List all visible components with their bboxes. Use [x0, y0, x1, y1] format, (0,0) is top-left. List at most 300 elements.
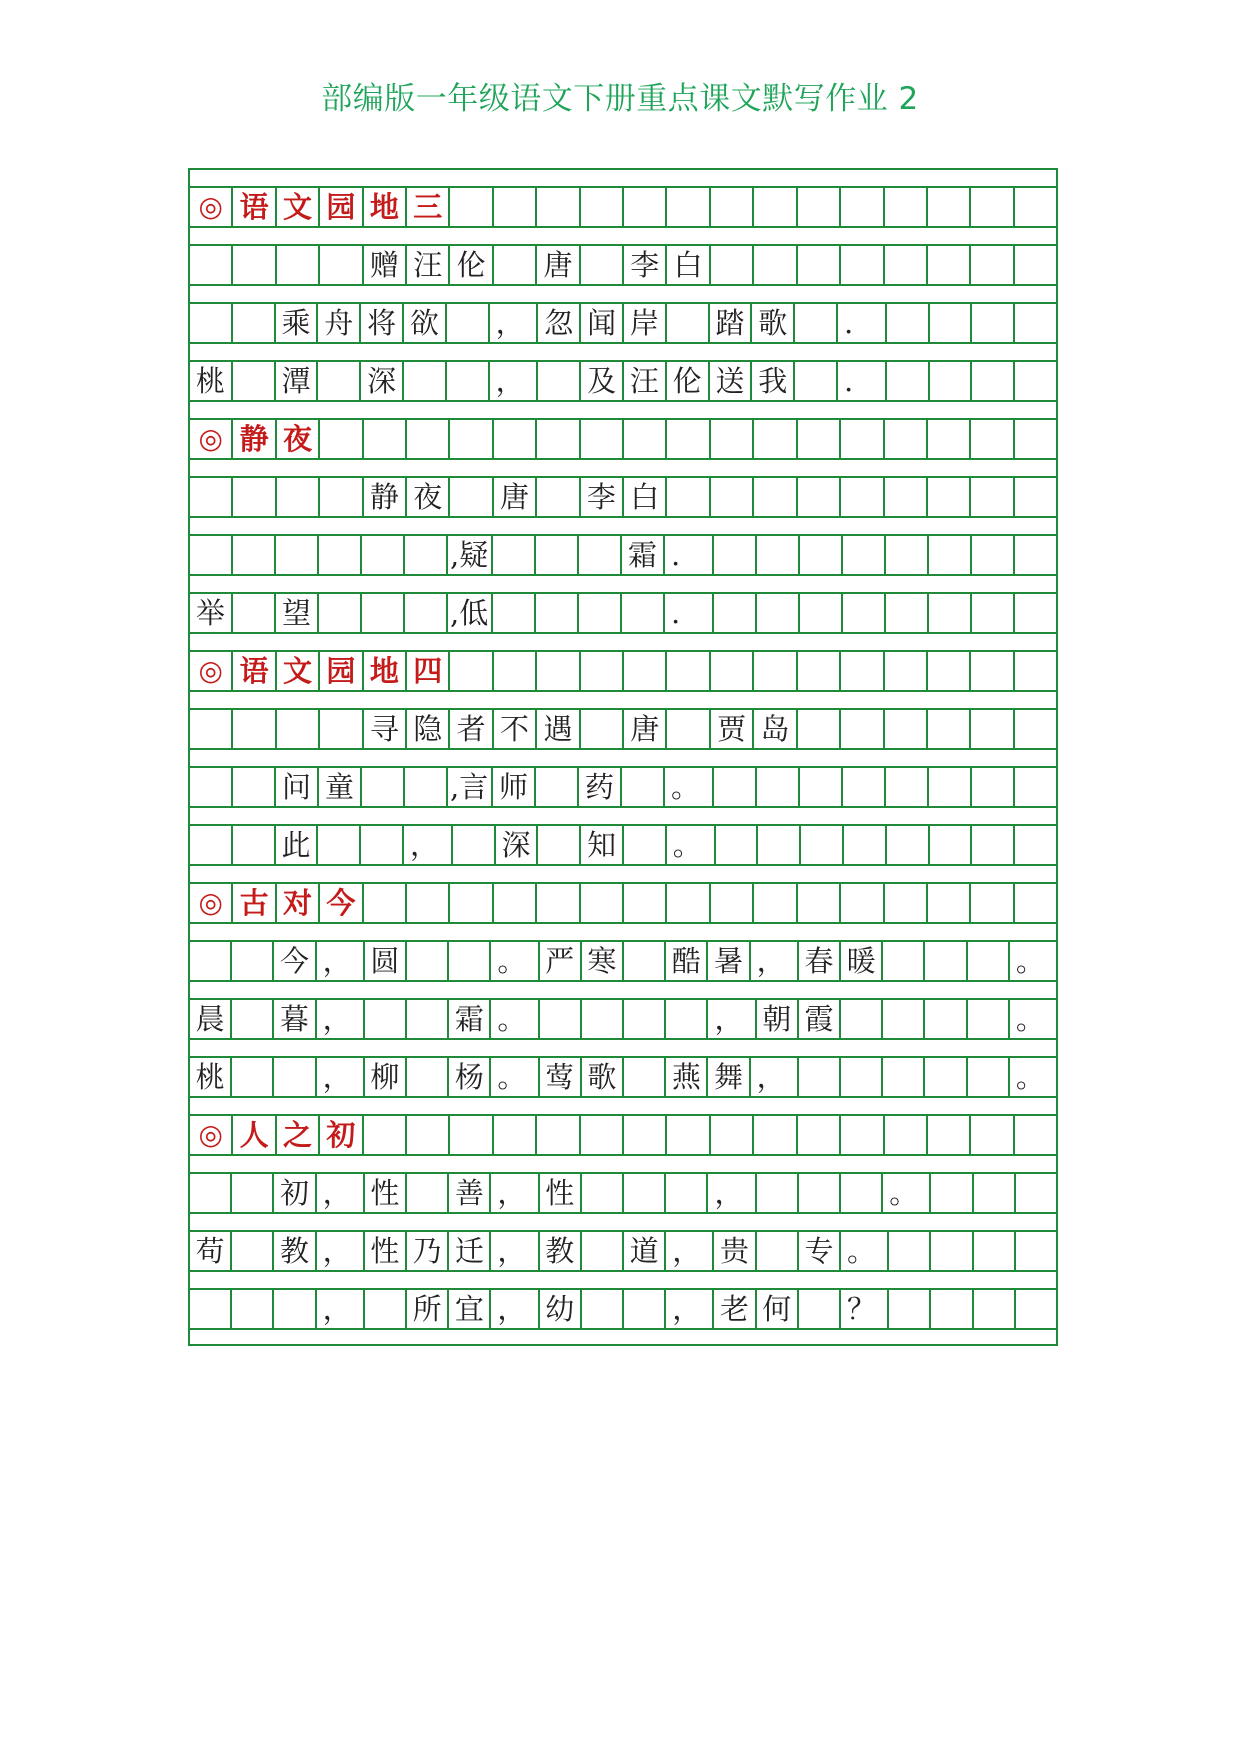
blank-cell — [798, 652, 841, 690]
grid-cell: . — [838, 362, 887, 400]
blank-cell — [885, 420, 928, 458]
blank-cell — [667, 884, 710, 922]
blank-cell — [971, 420, 1014, 458]
grid-cell: ， — [666, 1232, 714, 1270]
grid-cell: 古 — [233, 884, 276, 922]
blank-cell — [233, 594, 276, 632]
grid-cell: 药 — [579, 768, 622, 806]
writing-grid — [188, 168, 1058, 1346]
blank-cell — [447, 304, 490, 342]
blank-cell — [928, 710, 971, 748]
grid-cell: 迁 — [449, 1232, 491, 1270]
grid-cell: ,低 — [448, 594, 493, 632]
grid-cell: ， — [490, 304, 539, 342]
grid-cell: 静 — [233, 420, 276, 458]
grid-cell: 白 — [624, 478, 667, 516]
grid-cell: 善 — [449, 1174, 491, 1212]
blank-cell — [972, 768, 1015, 806]
blank-cell — [190, 536, 233, 574]
grid-cell: 。 — [491, 942, 539, 980]
blank-cell — [1015, 246, 1056, 284]
blank-cell — [450, 652, 493, 690]
blank-cell — [407, 1058, 449, 1096]
blank-cell — [931, 1174, 973, 1212]
blank-cell — [274, 1058, 316, 1096]
blank-cell — [581, 710, 624, 748]
blank-cell — [1015, 536, 1056, 574]
blank-cell — [798, 246, 841, 284]
blank-cell — [320, 710, 363, 748]
writing-row — [190, 246, 1056, 286]
writing-row — [190, 1232, 1056, 1272]
grid-cell: 隐 — [407, 710, 450, 748]
grid-cell: 。 — [1015, 1060, 1045, 1094]
blank-cell — [1015, 362, 1056, 400]
row-spacer — [190, 692, 1056, 710]
blank-cell — [277, 478, 320, 516]
blank-cell — [716, 826, 759, 864]
blank-cell — [1015, 594, 1056, 632]
blank-cell — [968, 1058, 1010, 1096]
grid-cell: . — [665, 594, 714, 632]
blank-cell — [582, 1290, 624, 1328]
blank-cell — [362, 594, 405, 632]
grid-cell: 赠 — [364, 246, 407, 284]
blank-cell — [667, 188, 710, 226]
blank-cell — [928, 1116, 971, 1154]
grid-cell: 白 — [667, 246, 710, 284]
blank-cell — [798, 478, 841, 516]
grid-cell: 酷 — [666, 942, 708, 980]
row-spacer — [190, 924, 1056, 942]
writing-row — [190, 1000, 1056, 1040]
blank-cell — [537, 652, 580, 690]
blank-cell — [365, 1000, 407, 1038]
blank-cell — [925, 1000, 967, 1038]
blank-cell — [274, 1290, 316, 1328]
blank-cell — [667, 478, 710, 516]
blank-cell — [930, 304, 973, 342]
row-spacer — [190, 1214, 1056, 1232]
blank-cell — [711, 188, 754, 226]
blank-cell — [624, 942, 666, 980]
blank-cell — [843, 768, 886, 806]
grid-cell: 之 — [277, 1116, 320, 1154]
blank-cell — [1016, 1232, 1056, 1270]
blank-cell — [624, 1290, 666, 1328]
blank-cell — [931, 1232, 973, 1270]
blank-cell — [886, 536, 929, 574]
blank-cell — [928, 188, 971, 226]
grid-cell: 初 — [274, 1174, 316, 1212]
blank-cell — [711, 1116, 754, 1154]
blank-cell — [885, 1116, 928, 1154]
blank-cell — [190, 1290, 232, 1328]
blank-cell — [885, 710, 928, 748]
blank-cell — [754, 420, 797, 458]
blank-cell — [190, 942, 232, 980]
row-spacer — [190, 1330, 1056, 1344]
blank-cell — [883, 942, 925, 980]
blank-cell — [624, 826, 667, 864]
blank-cell — [711, 884, 754, 922]
grid-cell: 寻 — [364, 710, 407, 748]
blank-cell — [887, 826, 930, 864]
grid-cell: 歌 — [752, 304, 795, 342]
grid-cell: 莺 — [540, 1058, 582, 1096]
blank-cell — [579, 594, 622, 632]
blank-cell — [232, 942, 274, 980]
writing-row — [190, 594, 1056, 634]
grid-cell: 唐 — [537, 246, 580, 284]
blank-cell — [318, 362, 361, 400]
blank-cell — [622, 768, 665, 806]
writing-row — [190, 942, 1056, 982]
grid-cell: 晨 — [190, 1000, 232, 1038]
blank-cell — [886, 594, 929, 632]
blank-cell — [450, 478, 493, 516]
grid-cell: 春 — [799, 942, 841, 980]
section-heading-row — [190, 188, 1056, 228]
blank-cell — [800, 768, 843, 806]
blank-cell — [928, 246, 971, 284]
blank-cell — [974, 1174, 1016, 1212]
grid-cell: 歌 — [582, 1058, 624, 1096]
blank-cell — [494, 420, 537, 458]
blank-cell — [929, 536, 972, 574]
blank-cell — [537, 1116, 580, 1154]
grid-cell: 忽 — [538, 304, 581, 342]
row-spacer — [190, 576, 1056, 594]
grid-cell: 专 — [799, 1232, 841, 1270]
blank-cell — [233, 826, 276, 864]
blank-cell — [757, 1174, 799, 1212]
blank-cell — [453, 826, 496, 864]
grid-cell: 。 — [667, 826, 716, 864]
blank-cell — [537, 420, 580, 458]
grid-cell: 我 — [752, 362, 795, 400]
grid-cell: 将 — [361, 304, 404, 342]
grid-cell: 初 — [320, 1116, 363, 1154]
section-heading-row — [190, 1116, 1056, 1156]
page-title: 部编版一年级语文下册重点课文默写作业 2 — [321, 81, 919, 117]
grid-cell: 暮 — [274, 1000, 316, 1038]
blank-cell — [885, 652, 928, 690]
blank-cell — [930, 826, 973, 864]
blank-cell — [886, 768, 929, 806]
grid-cell: 幼 — [540, 1290, 582, 1328]
grid-cell: 乃 — [407, 1232, 449, 1270]
grid-cell: ， — [317, 1290, 365, 1328]
grid-cell: 霜 — [449, 1000, 491, 1038]
blank-cell — [232, 1290, 274, 1328]
section-heading-row — [190, 652, 1056, 692]
blank-cell — [624, 188, 667, 226]
row-spacer — [190, 170, 1056, 188]
blank-cell — [929, 768, 972, 806]
grid-cell: 伦 — [667, 362, 710, 400]
blank-cell — [1015, 652, 1056, 690]
blank-cell — [579, 536, 622, 574]
blank-cell — [841, 652, 884, 690]
blank-cell — [971, 188, 1014, 226]
blank-cell — [1015, 768, 1056, 806]
blank-cell — [801, 826, 844, 864]
blank-cell — [800, 594, 843, 632]
blank-cell — [1015, 1116, 1056, 1154]
blank-cell — [537, 478, 580, 516]
blank-cell — [889, 1232, 931, 1270]
writing-row — [190, 768, 1056, 808]
blank-cell — [841, 884, 884, 922]
blank-cell — [233, 710, 276, 748]
blank-cell — [232, 1000, 274, 1038]
row-spacer — [190, 402, 1056, 420]
grid-cell: 。 — [491, 1058, 539, 1096]
grid-cell: . — [665, 536, 714, 574]
grid-cell: 唐 — [494, 478, 537, 516]
blank-cell — [494, 884, 537, 922]
blank-cell — [711, 246, 754, 284]
grid-cell: ， — [751, 942, 799, 980]
blank-cell — [885, 478, 928, 516]
blank-cell — [364, 1116, 407, 1154]
grid-cell: 语 — [233, 652, 276, 690]
grid-cell: 何 — [757, 1290, 799, 1328]
blank-cell — [930, 362, 973, 400]
blank-cell — [190, 1174, 232, 1212]
blank-cell — [536, 768, 579, 806]
blank-cell — [536, 594, 579, 632]
blank-cell — [318, 826, 361, 864]
blank-cell — [1015, 826, 1056, 864]
blank-cell — [494, 246, 537, 284]
blank-cell — [362, 536, 405, 574]
blank-cell — [972, 304, 1015, 342]
blank-cell — [800, 536, 843, 574]
blank-cell — [624, 1116, 667, 1154]
row-spacer — [190, 518, 1056, 536]
grid-cell: 燕 — [666, 1058, 708, 1096]
blank-cell — [974, 1290, 1016, 1328]
row-spacer — [190, 808, 1056, 826]
blank-cell — [581, 420, 624, 458]
blank-cell — [841, 1116, 884, 1154]
row-spacer — [190, 1156, 1056, 1174]
grid-cell: 性 — [365, 1174, 407, 1212]
grid-cell: 。 — [841, 1232, 889, 1270]
row-spacer — [190, 1040, 1056, 1058]
blank-cell — [667, 420, 710, 458]
grid-cell: 贾 — [711, 710, 754, 748]
blank-cell — [1015, 304, 1056, 342]
blank-cell — [581, 246, 624, 284]
grid-cell: 望 — [276, 594, 319, 632]
blank-cell — [233, 304, 276, 342]
grid-cell: 所 — [407, 1290, 449, 1328]
grid-cell: 乘 — [276, 304, 319, 342]
grid-cell: 岸 — [624, 304, 667, 342]
blank-cell — [450, 884, 493, 922]
grid-cell: 及 — [581, 362, 624, 400]
blank-cell — [493, 536, 536, 574]
grid-cell: 地 — [364, 188, 407, 226]
grid-cell: 举 — [190, 594, 233, 632]
blank-cell — [364, 884, 407, 922]
grid-cell: 。 — [883, 1174, 931, 1212]
blank-cell — [971, 1116, 1014, 1154]
blank-cell — [925, 1058, 967, 1096]
grid-cell: 。 — [1015, 1002, 1045, 1036]
blank-cell — [799, 1174, 841, 1212]
blank-cell — [362, 768, 405, 806]
blank-cell — [450, 1116, 493, 1154]
blank-cell — [581, 652, 624, 690]
blank-cell — [841, 478, 884, 516]
writing-row — [190, 478, 1056, 518]
blank-cell — [233, 362, 276, 400]
blank-cell — [1015, 188, 1056, 226]
grid-cell: ， — [491, 1290, 539, 1328]
blank-cell — [972, 594, 1015, 632]
blank-cell — [971, 478, 1014, 516]
grid-cell: 教 — [274, 1232, 316, 1270]
row-spacer — [190, 982, 1056, 1000]
grid-cell: 者 — [450, 710, 493, 748]
blank-cell — [798, 884, 841, 922]
row-spacer — [190, 1272, 1056, 1290]
grid-cell: 舟 — [318, 304, 361, 342]
blank-cell — [450, 420, 493, 458]
blank-cell — [537, 188, 580, 226]
blank-cell — [711, 478, 754, 516]
blank-cell — [972, 362, 1015, 400]
grid-cell: ,言 — [448, 768, 493, 806]
blank-cell — [971, 652, 1014, 690]
blank-cell — [758, 826, 801, 864]
blank-cell — [754, 188, 797, 226]
grid-cell: 。 — [491, 1000, 539, 1038]
blank-cell — [928, 652, 971, 690]
blank-cell — [841, 710, 884, 748]
blank-cell — [843, 594, 886, 632]
grid-cell: 舞 — [708, 1058, 750, 1096]
blank-cell — [365, 1290, 407, 1328]
blank-cell — [841, 420, 884, 458]
blank-cell — [622, 594, 665, 632]
grid-cell: ？ — [841, 1290, 889, 1328]
grid-cell: 寒 — [582, 942, 624, 980]
blank-cell — [361, 826, 404, 864]
blank-cell — [494, 188, 537, 226]
grid-cell: ， — [490, 362, 539, 400]
section-marker-icon: ◎ — [190, 1116, 233, 1154]
grid-cell: . — [838, 304, 887, 342]
grid-cell: 夜 — [407, 478, 450, 516]
blank-cell — [581, 188, 624, 226]
blank-cell — [667, 710, 710, 748]
blank-cell — [928, 884, 971, 922]
blank-cell — [233, 768, 276, 806]
grid-cell: ， — [317, 1000, 365, 1038]
blank-cell — [711, 420, 754, 458]
blank-cell — [407, 1174, 449, 1212]
blank-cell — [232, 1058, 274, 1096]
blank-cell — [232, 1174, 274, 1212]
blank-cell — [754, 478, 797, 516]
grid-cell: ， — [666, 1290, 714, 1328]
writing-row — [190, 536, 1056, 576]
row-spacer — [190, 866, 1056, 884]
section-marker-icon: ◎ — [190, 884, 233, 922]
grid-cell: ， — [491, 1174, 539, 1212]
blank-cell — [1016, 1174, 1056, 1212]
grid-cell: 贵 — [714, 1232, 756, 1270]
blank-cell — [843, 536, 886, 574]
blank-cell — [276, 536, 319, 574]
blank-cell — [407, 420, 450, 458]
section-marker-icon: ◎ — [190, 188, 233, 226]
blank-cell — [714, 594, 757, 632]
grid-cell: 童 — [319, 768, 362, 806]
grid-cell: 问 — [276, 768, 319, 806]
blank-cell — [757, 536, 800, 574]
section-heading-row — [190, 884, 1056, 924]
blank-cell — [798, 710, 841, 748]
blank-cell — [971, 246, 1014, 284]
blank-cell — [364, 420, 407, 458]
blank-cell — [624, 1058, 666, 1096]
blank-cell — [711, 652, 754, 690]
blank-cell — [233, 536, 276, 574]
blank-cell — [889, 1290, 931, 1328]
row-spacer — [190, 460, 1056, 478]
section-marker-icon: ◎ — [190, 420, 233, 458]
blank-cell — [582, 1232, 624, 1270]
grid-cell: 桃 — [190, 1058, 232, 1096]
grid-cell: 深 — [496, 826, 539, 864]
grid-cell: 对 — [277, 884, 320, 922]
blank-cell — [540, 1000, 582, 1038]
grid-cell: 圆 — [365, 942, 407, 980]
blank-cell — [190, 304, 233, 342]
blank-cell — [841, 1174, 883, 1212]
blank-cell — [277, 246, 320, 284]
blank-cell — [1015, 884, 1056, 922]
grid-cell: 今 — [274, 942, 316, 980]
blank-cell — [798, 420, 841, 458]
grid-cell: 文 — [277, 188, 320, 226]
grid-cell: 汪 — [624, 362, 667, 400]
grid-cell: 夜 — [277, 420, 320, 458]
grid-cell: ， — [751, 1058, 799, 1096]
grid-cell: 深 — [361, 362, 404, 400]
blank-cell — [928, 420, 971, 458]
grid-cell: 三 — [407, 188, 450, 226]
blank-cell — [968, 942, 1010, 980]
grid-cell: 道 — [624, 1232, 666, 1270]
grid-cell: 。 — [665, 768, 714, 806]
blank-cell — [320, 246, 363, 284]
blank-cell — [190, 768, 233, 806]
blank-cell — [319, 536, 362, 574]
blank-cell — [190, 478, 233, 516]
blank-cell — [582, 1174, 624, 1212]
row-spacer — [190, 228, 1056, 246]
blank-cell — [968, 1000, 1010, 1038]
blank-cell — [754, 884, 797, 922]
grid-cell: 此 — [276, 826, 319, 864]
